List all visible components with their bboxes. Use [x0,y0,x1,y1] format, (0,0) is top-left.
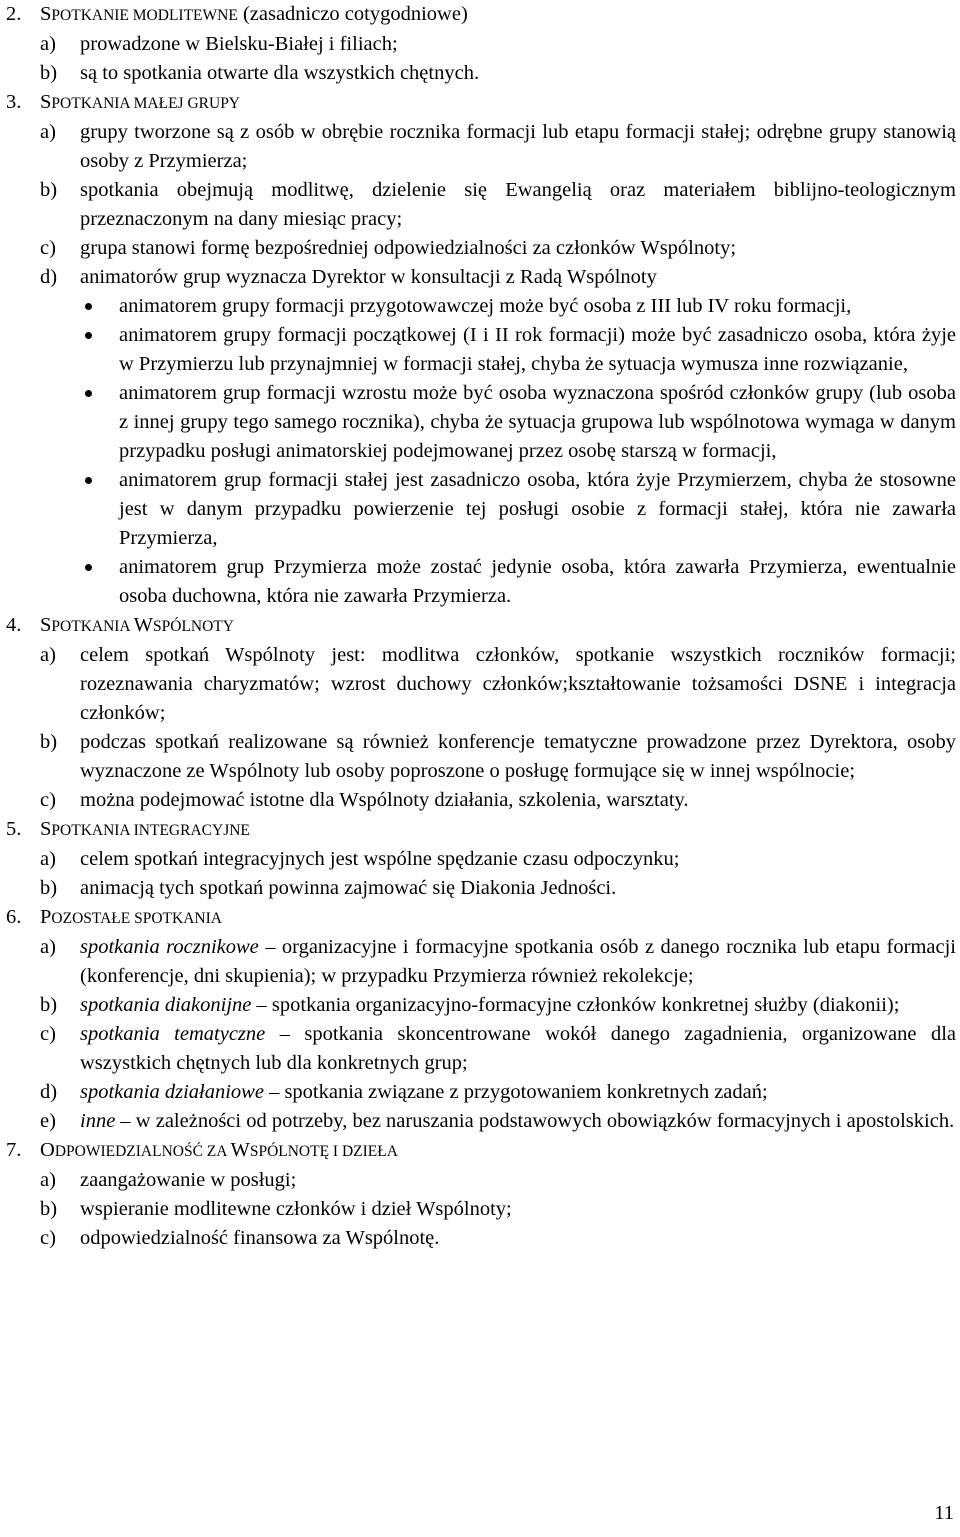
item-letter: a) [40,1169,56,1191]
item-text: – organizacyjne i formacyjne spotkania osób z danego rocznika lub etapu formacji (konferencje, dni skupienia); w przypadku Przymierza również rekolekcje; [80,936,956,987]
list-item [0,1195,960,1224]
bullet-dot-icon [85,390,92,397]
list-item [0,874,960,903]
section-number: 5. [6,818,22,840]
item-letter: a) [40,936,56,958]
section-heading [0,903,960,933]
section-title-2: SPÓLNOTĘ I DZIEŁA [249,1143,398,1160]
section-number: 2. [6,3,22,25]
list-item [0,1224,960,1253]
section-title-initial: S [40,3,52,25]
item-text: są to spotkania otwarte dla wszystkich chętnych. [80,62,480,84]
list-item [0,234,960,263]
list-item [0,30,960,59]
item-term: spotkania działaniowe [80,1081,264,1103]
section-number: 4. [6,614,22,636]
list-item [0,263,960,292]
bullet-list [0,292,960,611]
list-item [0,118,960,176]
bullet-text: animatorem grup formacji stałej jest zasadniczo osoba, która żyje Przymierzem, chyba że stosowne jest w danym przypadku powierzenie tej posługi osobie z formacji stałej, która nie zawarła Przymierza, [119,469,956,549]
list-item [0,933,960,991]
section-title: POTKANIA MAŁEJ GRUPY [51,95,241,112]
item-text: animatorów grup wyznacza Dyrektor w konsultacji z Radą Wspólnoty [80,266,657,288]
section-title: OZOSTAŁE SPOTKANIA [51,910,222,927]
item-letter: a) [40,33,56,55]
section-3 [0,88,960,611]
section-title-2: SPÓLNOTY [153,618,234,635]
item-letter: b) [40,179,58,201]
list-item [0,786,960,815]
list-item [0,728,960,786]
item-letter: b) [40,1198,58,1220]
section-title-initial-2: W [133,614,154,636]
section-title-suffix: (zasadniczo cotygodniowe) [237,3,468,25]
item-text: – spotkania organizacyjno-formacyjne członków konkretnej służby (diakonii); [251,994,900,1016]
bullet-item [0,466,960,553]
section-heading [0,611,960,641]
item-letter: b) [40,994,58,1016]
item-text: odpowiedzialność finansowa za Wspólnotę. [80,1227,440,1249]
item-letter: d) [40,266,58,288]
item-letter: c) [40,789,56,811]
item-text: animacją tych spotkań powinna zajmować się Diakonia Jedności. [80,877,617,899]
section-5 [0,815,960,903]
bullet-text: animatorem grupy formacji przygotowawczej może być osoba z III lub IV roku formacji, [119,295,852,317]
list-item [0,991,960,1020]
section-heading [0,1136,960,1166]
section-number: 6. [6,906,22,928]
item-letter: c) [40,1227,56,1249]
item-letter: c) [40,237,56,259]
list-item [0,1166,960,1195]
item-text: spotkania obejmują modlitwę, dzielenie się Ewangelią oraz materiałem biblijno-teologicznym przeznaczonym na dany miesiąc pracy; [80,179,956,230]
bullet-dot-icon [85,303,92,310]
section-title: POTKANIA [51,618,134,635]
item-text: – spotkania skoncentrowane wokół danego zagadnienia, organizowane dla wszystkich chętnych lub dla konkretnych grup; [80,1023,956,1074]
item-text: – spotkania związane z przygotowaniem konkretnych zadań; [263,1081,768,1103]
section-title-initial: S [40,818,52,840]
item-text: grupy tworzone są z osób w obrębie rocznika formacji lub etapu formacji stałej; odrębne grupy stanowią osoby z Przymierza; [80,121,956,172]
item-text: wspieranie modlitewne członków i dzieł Wspólnoty; [80,1198,512,1220]
page-number: 11 [934,1502,954,1524]
item-letter: a) [40,644,56,666]
item-letter: b) [40,731,58,753]
list-item [0,1078,960,1107]
bullet-item [0,321,960,379]
section-title-initial: S [40,614,52,636]
section-4 [0,611,960,815]
item-letter: b) [40,877,58,899]
list-item [0,59,960,88]
section-heading [0,815,960,845]
section-title-initial-2: W [230,1139,250,1161]
item-text: podczas spotkań realizowane są również konferencje tematyczne prowadzone przez Dyrektora, osoby wyznaczone ze Wspólnoty lub osoby poproszone o posługę formujące się w innej wspólnocie; [80,731,956,782]
bullet-text: animatorem grup Przymierza może zostać jedynie osoba, która zawarła Przymierza, ewentualnie osoba duchowna, która nie zawarła Przymierza. [119,556,956,607]
section-heading [0,0,960,30]
bullet-item [0,553,960,611]
item-letter: c) [40,1023,56,1045]
section-title: POTKANIE MODLITEWNE [51,7,238,24]
section-number: 3. [6,91,22,113]
section-title-initial: O [40,1139,55,1161]
section-title-initial: P [40,906,52,928]
bullet-dot-icon [85,477,92,484]
section-number: 7. [6,1139,22,1161]
bullet-item [0,379,960,466]
bullet-dot-icon [85,332,92,339]
bullet-dot-icon [85,564,92,571]
list-item [0,176,960,234]
section-title: DPOWIEDZIALNOŚĆ ZA [54,1143,231,1160]
item-letter: d) [40,1081,58,1103]
item-letter: a) [40,121,56,143]
item-term: spotkania tematyczne [80,1023,266,1045]
section-title: POTKANIA INTEGRACYJNE [51,822,250,839]
item-letter: e) [40,1110,56,1132]
list-item [0,641,960,728]
item-text: grupa stanowi formę bezpośredniej odpowiedzialności za członków Wspólnoty; [80,237,737,259]
item-text: celem spotkań integracyjnych jest wspólne spędzanie czasu odpoczynku; [80,848,680,870]
section-6 [0,903,960,1136]
item-term: spotkania diakonijne [80,994,252,1016]
section-2 [0,0,960,88]
list-item [0,845,960,874]
list-item [0,1020,960,1078]
item-text: prowadzone w Bielsku-Białej i filiach; [80,33,398,55]
section-heading [0,88,960,118]
section-7 [0,1136,960,1253]
bullet-text: animatorem grup formacji wzrostu może być osoba wyznaczona spośród członków grupy (lub osoba z innej grupy tego samego rocznika), chyba że sytuacja grupowa lub wspólnotowa wymaga w danym przypadku posługi animatorskiej podejmowanej przez osobę starszą w formacji, [119,382,956,462]
item-text: – w zależności od potrzeby, bez naruszania podstawowych obowiązków formacyjnych i apostolskich. [115,1110,955,1132]
bullet-item [0,292,960,321]
item-term: spotkania rocznikowe [80,936,259,958]
item-text: można podejmować istotne dla Wspólnoty działania, szkolenia, warsztaty. [80,789,689,811]
bullet-text: animatorem grupy formacji początkowej (I i II rok formacji) może być zasadniczo osoba, która żyje w Przymierzu lub przynajmniej w formacji stałej, chyba że sytuacja wymusza inne rozwiązanie, [119,324,956,375]
section-title-initial: S [40,91,52,113]
item-term: inne [80,1110,116,1132]
item-letter: a) [40,848,56,870]
list-item [0,1107,960,1136]
item-text: zaangażowanie w posługi; [80,1169,297,1191]
item-text: celem spotkań Wspólnoty jest: modlitwa członków, spotkanie wszystkich roczników formacji; rozeznawania charyzmatów; wzrost duchowy członków;kształtowanie tożsamości DSNE i integracja członków; [80,644,956,724]
item-letter: b) [40,62,58,84]
